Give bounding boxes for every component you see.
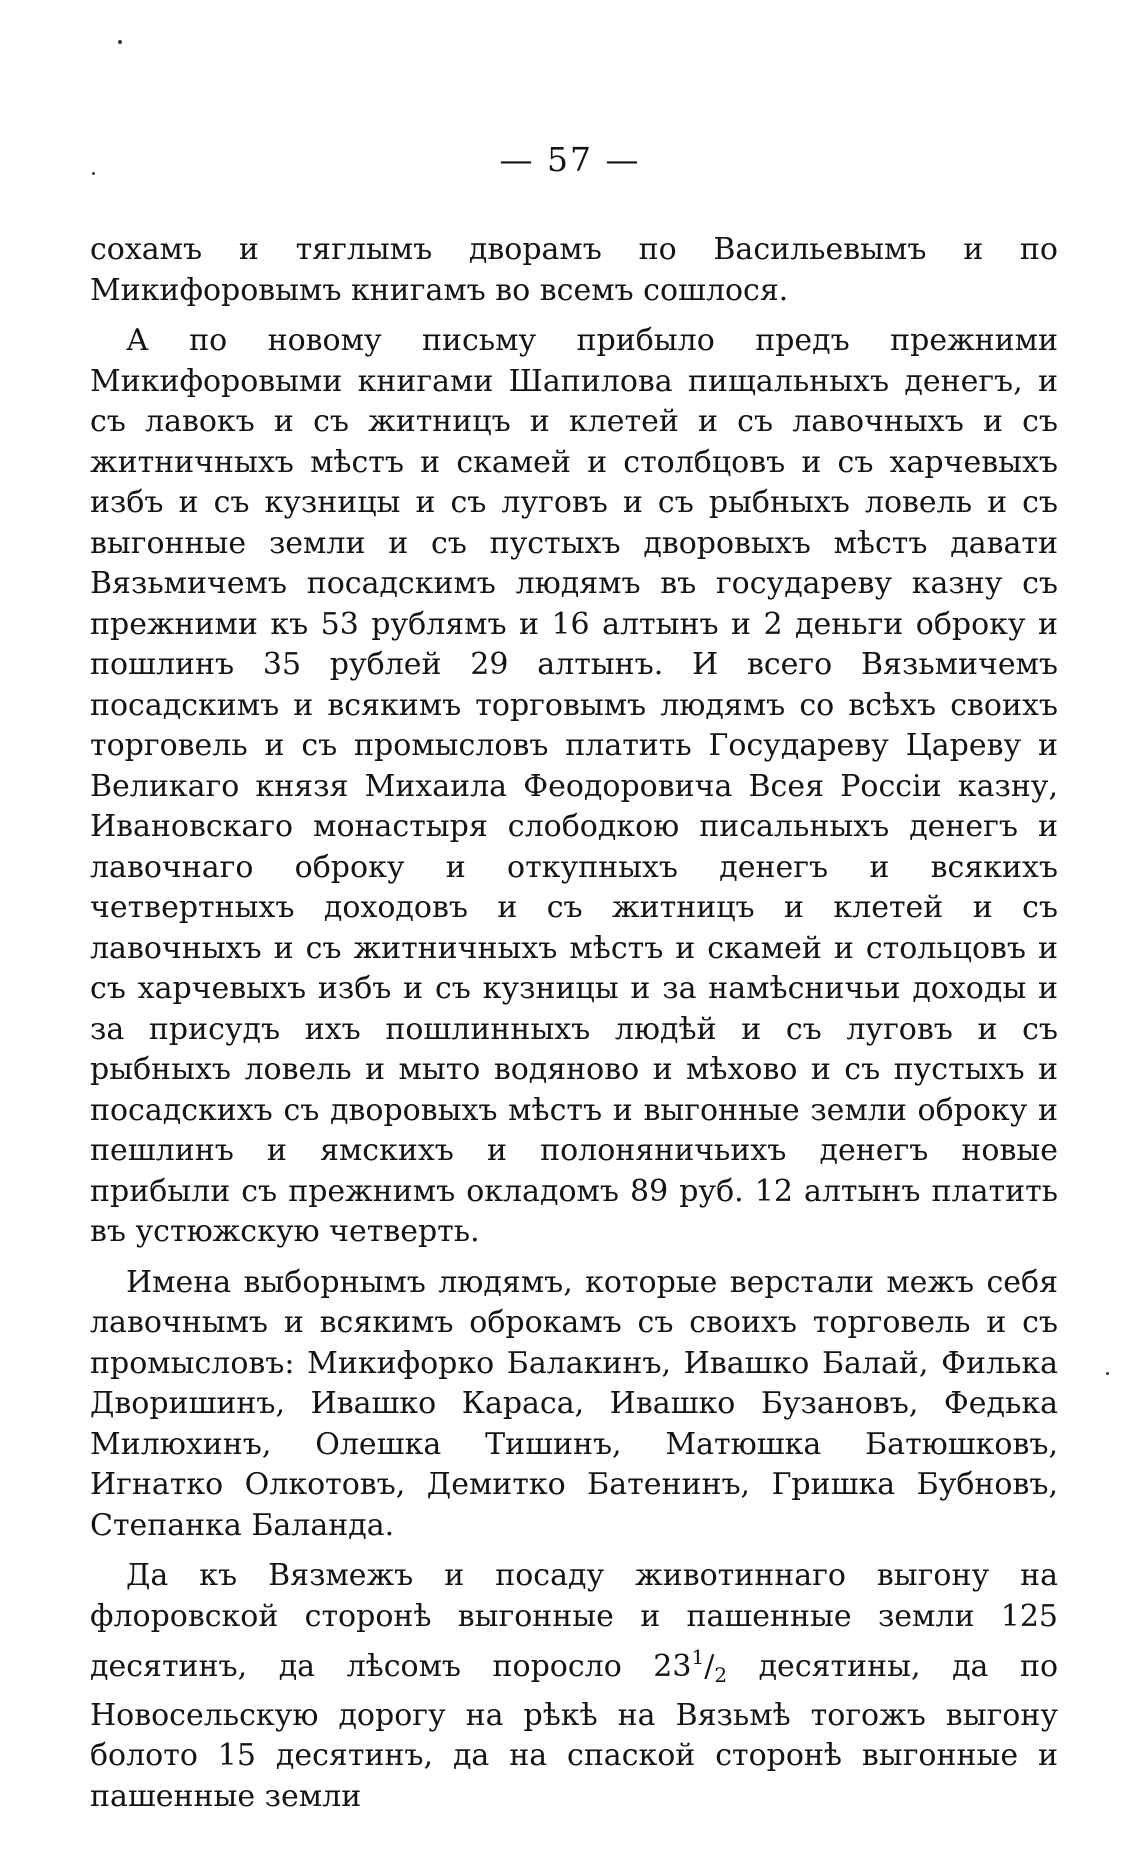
- paragraph-4: [90, 1556, 1058, 1817]
- fraction-denominator: 2: [714, 1663, 728, 1687]
- paragraph-4-text-before: Да къ Вязмежъ и посаду животиннаго выгону на флоровской сторонѣ выгонные и пашенные земли 125 десятинъ, да лѣсомъ поросло 23: [90, 1558, 1058, 1684]
- fraction-slash: /: [704, 1649, 715, 1684]
- paragraph-2: А по новому письму прибыло предъ прежними Микифоровыми книгами Шапилова пищальныхъ денегъ, и съ лавокъ и съ житницъ и клетей и съ лавочныхъ и съ житничныхъ мѣстъ и скамей и столбцовъ и съ харчевыхъ избъ и съ кузницы и съ луговъ и съ рыбныхъ ловель и съ выгонные земли и съ пустыхъ дворовыхъ мѣстъ давати Вязьмичемъ посадскимъ людямъ въ государеву казну съ прежними къ 53 рублямъ и 16 алтынъ и 2 деньги оброку и пошлинъ 35 рублей 29 алтынъ. И всего Вязьмичемъ посадскимъ и всякимъ торговымъ людямъ со всѣхъ своихъ торговель и съ промысловъ платить Государеву Цареву и Великаго князя Михаила Феодоровича Всея Россіи казну, Ивановскаго монастыря слободкою писальныхъ денегъ и лавочнаго оброку и откупныхъ денегъ и всякихъ четвертныхъ доходовъ и съ житницъ и клетей и съ лавочныхъ и съ житничныхъ мѣстъ и скамей и стольцовъ и съ харчевыхъ избъ и съ кузницы и за намѣсничьи доходы и за присудъ ихъ пошлинныхъ людѣй и съ луговъ и съ рыбныхъ ловель и мыто водяново и мѣхово и съ пустыхъ и посадскихъ съ дворовыхъ мѣстъ и выгонные земли оброку и пешлинъ и ямскихъ и полоняничьихъ денегъ новые прибыли съ прежнимъ окладомъ 89 руб. 12 алтынъ платить въ устюжскую четверть.: [90, 323, 1058, 1249]
- print-speck: [118, 40, 122, 44]
- fraction: [691, 1645, 728, 1687]
- text-body: [90, 230, 1058, 1827]
- print-speck: [1106, 1372, 1109, 1375]
- page-number: — 57 —: [499, 140, 641, 179]
- paragraph-3: Имена выборнымъ людямъ, которые верстали межъ себя лавочнымъ и всякимъ оброкамъ съ своихъ торговель и съ промысловъ: Микифорко Балакинъ, Ивашко Балай, Филька Дворишинъ, Ивашко Караса, Ивашко Бузановъ, Федька Милюхинъ, Олешка Тишинъ, Матюшка Батюшковъ, Игнатко Олкотовъ, Демитко Батенинъ, Гришка Бубновъ, Степанка Баланда.: [90, 1264, 1058, 1543]
- paragraph-4-text-after: десятины, да по Новосельскую дорогу на рѣкѣ на Вязьмѣ тогожъ выгону болото 15 десятинъ, да на спаской сторонѣ выгонные и пашенные земли: [90, 1649, 1059, 1814]
- paragraph-1: сохамъ и тяглымъ дворамъ по Васильевымъ и по Микифоровымъ книгамъ во всемъ сошлося.: [90, 232, 1058, 308]
- print-speck: [92, 172, 95, 175]
- fraction-numerator: 1: [691, 1645, 705, 1669]
